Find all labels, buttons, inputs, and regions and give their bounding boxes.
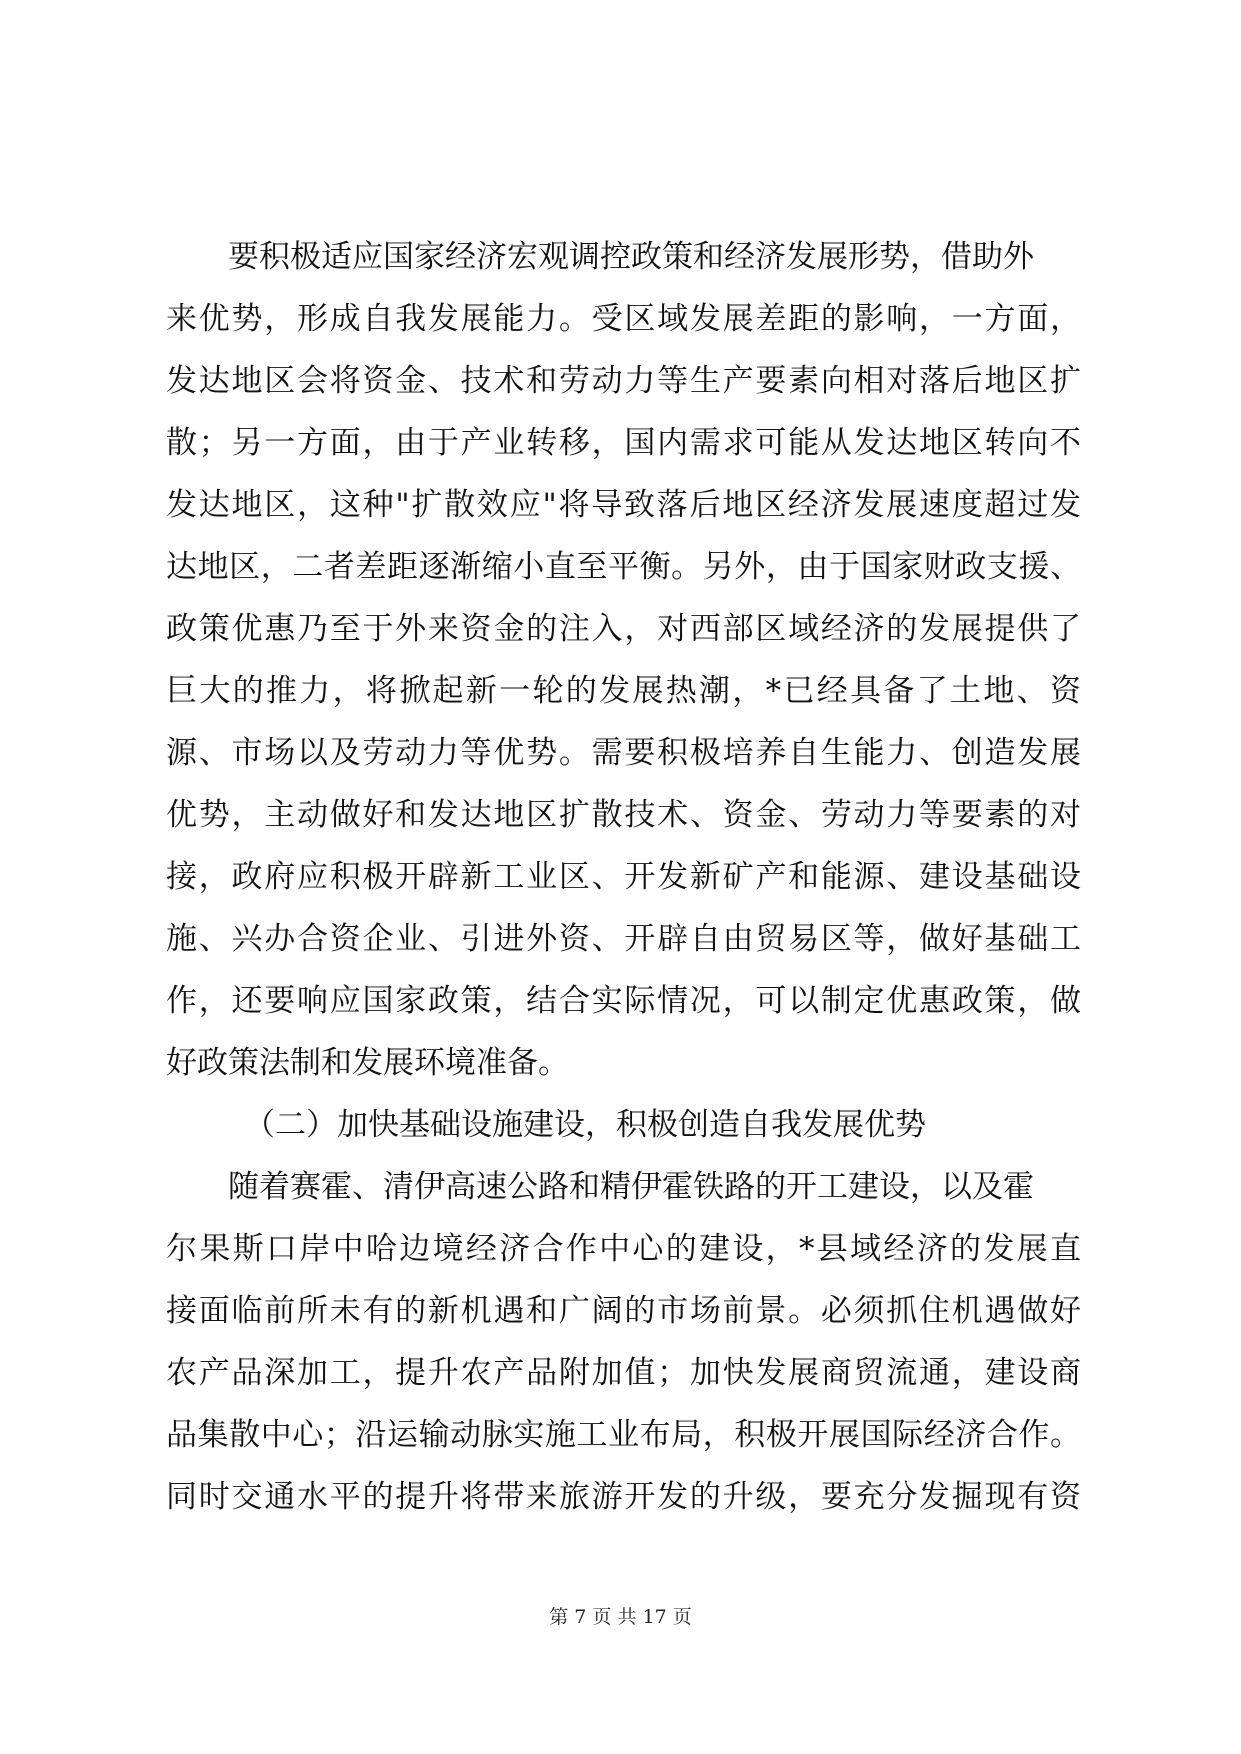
text-line: 源、市场以及劳动力等优势。需要积极培养自生能力、创造发展 [166, 735, 1081, 771]
text-line: 来优势，形成自我发展能力。受区域发展差距的影响，一方面， [166, 301, 1081, 337]
text-line: 接，政府应积极开辟新工业区、开发新矿产和能源、建设基础设 [166, 859, 1081, 895]
text-line: 施、兴办合资企业、引进外资、开辟自由贸易区等，做好基础工 [166, 921, 1081, 957]
text-line: 接面临前所未有的新机遇和广阔的市场前景。必须抓住机遇做好 [166, 1293, 1081, 1329]
text-line: 作，还要响应国家政策，结合实际情况，可以制定优惠政策，做 [166, 983, 1081, 1019]
text-line: 政策优惠乃至于外来资金的注入，对西部区域经济的发展提供了 [166, 611, 1081, 647]
text-line: 好政策法制和发展环境准备。 [166, 1045, 569, 1081]
text-line: 同时交通水平的提升将带来旅游开发的升级，要充分发掘现有资 [166, 1479, 1081, 1515]
page-footer: 第 7 页 共 17 页 [549, 1606, 692, 1628]
text-line: 散；另一方面，由于产业转移，国内需求可能从发达地区转向不 [166, 425, 1081, 461]
text-line: 农产品深加工，提升农产品附加值；加快发展商贸流通，建设商 [166, 1355, 1081, 1391]
text-line: 发达地区会将资金、技术和劳动力等生产要素向相对落后地区扩 [166, 363, 1081, 399]
text-line: 尔果斯口岸中哈边境经济合作中心的建设，*县域经济的发展直 [166, 1231, 1081, 1267]
text-line: 发达地区，这种"扩散效应"将导致落后地区经济发展速度超过发 [166, 487, 1081, 523]
text-line: 要积极适应国家经济宏观调控政策和经济发展形势，借助外 [228, 239, 1034, 275]
body-text [166, 226, 1081, 1528]
text-line: 巨大的推力，将掀起新一轮的发展热潮，*已经具备了土地、资 [166, 673, 1081, 709]
text-line: 优势，主动做好和发达地区扩散技术、资金、劳动力等要素的对 [166, 797, 1081, 833]
text-line: 随着赛霍、清伊高速公路和精伊霍铁路的开工建设，以及霍 [228, 1169, 1034, 1205]
section-heading: （二）加快基础设施建设，积极创造自我发展优势 [244, 1107, 926, 1143]
text-line: 达地区，二者差距逐渐缩小直至平衡。另外，由于国家财政支援、 [166, 549, 1081, 585]
text-line: 品集散中心；沿运输动脉实施工业布局，积极开展国际经济合作。 [166, 1417, 1081, 1453]
